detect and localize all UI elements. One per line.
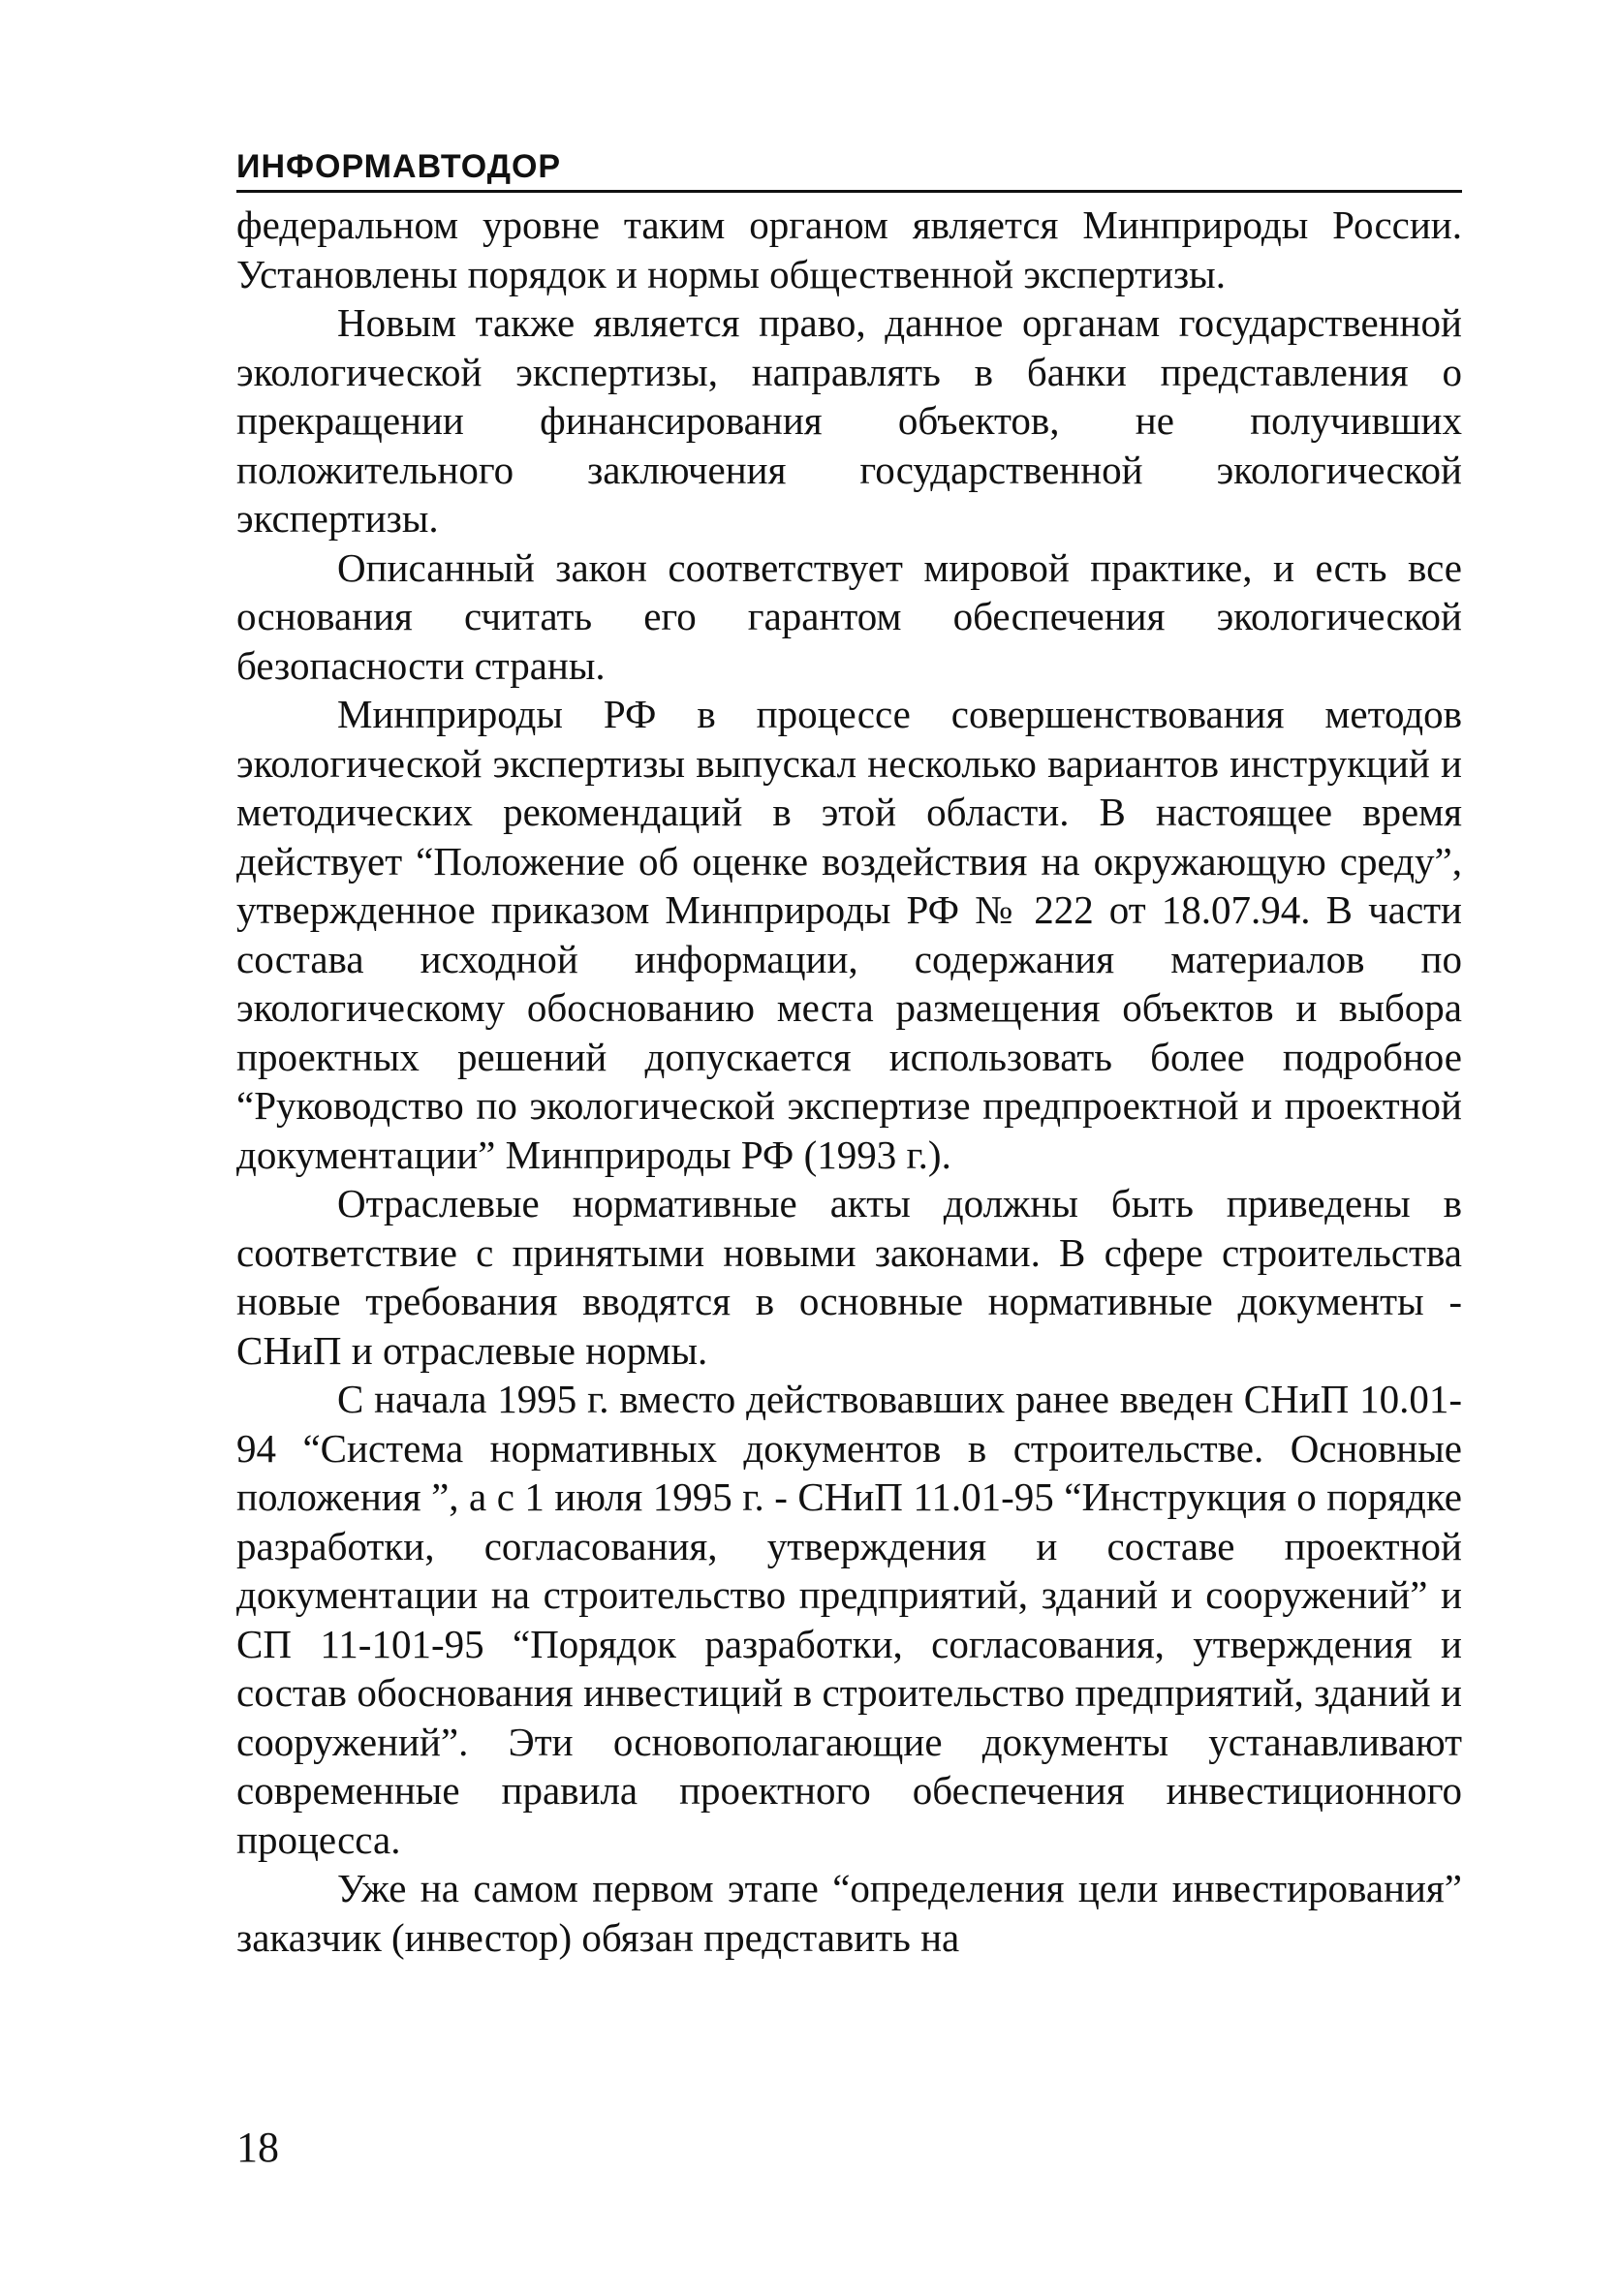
paragraph-2: Новым также является право, данное органам государственной экологической экспертизы, направлять в банки представления о прекращении финансирования объектов, не получивших положительного заключения государственной экологической экспертизы. bbox=[236, 300, 1462, 541]
body-text bbox=[236, 201, 1462, 1962]
paragraph-3: Описанный закон соответствует мировой практике, и есть все основания считать его гарантом обеспечения экологической безопасности страны. bbox=[236, 544, 1462, 688]
paragraph-7: Уже на самом первом этапе “определения цели инвестирования” заказчик (инвестор) обязан представить на bbox=[236, 1866, 1462, 1960]
paragraph-6: С начала 1995 г. вместо действовавших ранее введен СНиП 10.01-94 “Система нормативных документов в строительстве. Основные положения ”, а с 1 июля 1995 г. - СНиП 11.01-95 “Инструкция о порядке разработки, согласования, утверждения и составе проектной документации на строительство предприятий, зданий и сооружений” и СП 11-101-95 “Порядок разработки, согласования, утверждения и состав обоснования инвестиций в строительство предприятий, зданий и сооружений”. Эти основополагающие документы устанавливают современные правила проектного обеспечения инвестиционного процесса. bbox=[236, 1377, 1462, 1862]
paragraph-5: Отраслевые нормативные акты должны быть приведены в соответствие с принятыми новыми законами. В сфере строительства новые требования вводятся в основные нормативные документы - СНиП и отраслевые нормы. bbox=[236, 1181, 1462, 1373]
paragraph-4: Минприроды РФ в процессе совершенствования методов экологической экспертизы выпускал несколько вариантов инструкций и методических рекомендаций в этой области. В настоящее время действует “Положение об оценке воздействия на окружающую среду”, утвержденное приказом Минприроды РФ № 222 от 18.07.94. В части состава исходной информации, содержания материалов по экологическому обоснованию места размещения объектов и выбора проектных решений допускается использовать более подробное “Руководство по экологической экспертизе предпроектной и проектной документации” Минприроды РФ (1993 г.). bbox=[236, 692, 1462, 1177]
running-header: ИНФОРМАВТОДОР bbox=[236, 145, 1462, 193]
paragraph-1: федеральном уровне таким органом является Минприроды России. Установлены порядок и нормы общественной экспертизы. bbox=[236, 202, 1462, 296]
page-number: 18 bbox=[236, 2124, 279, 2171]
document-page bbox=[236, 145, 1462, 2228]
